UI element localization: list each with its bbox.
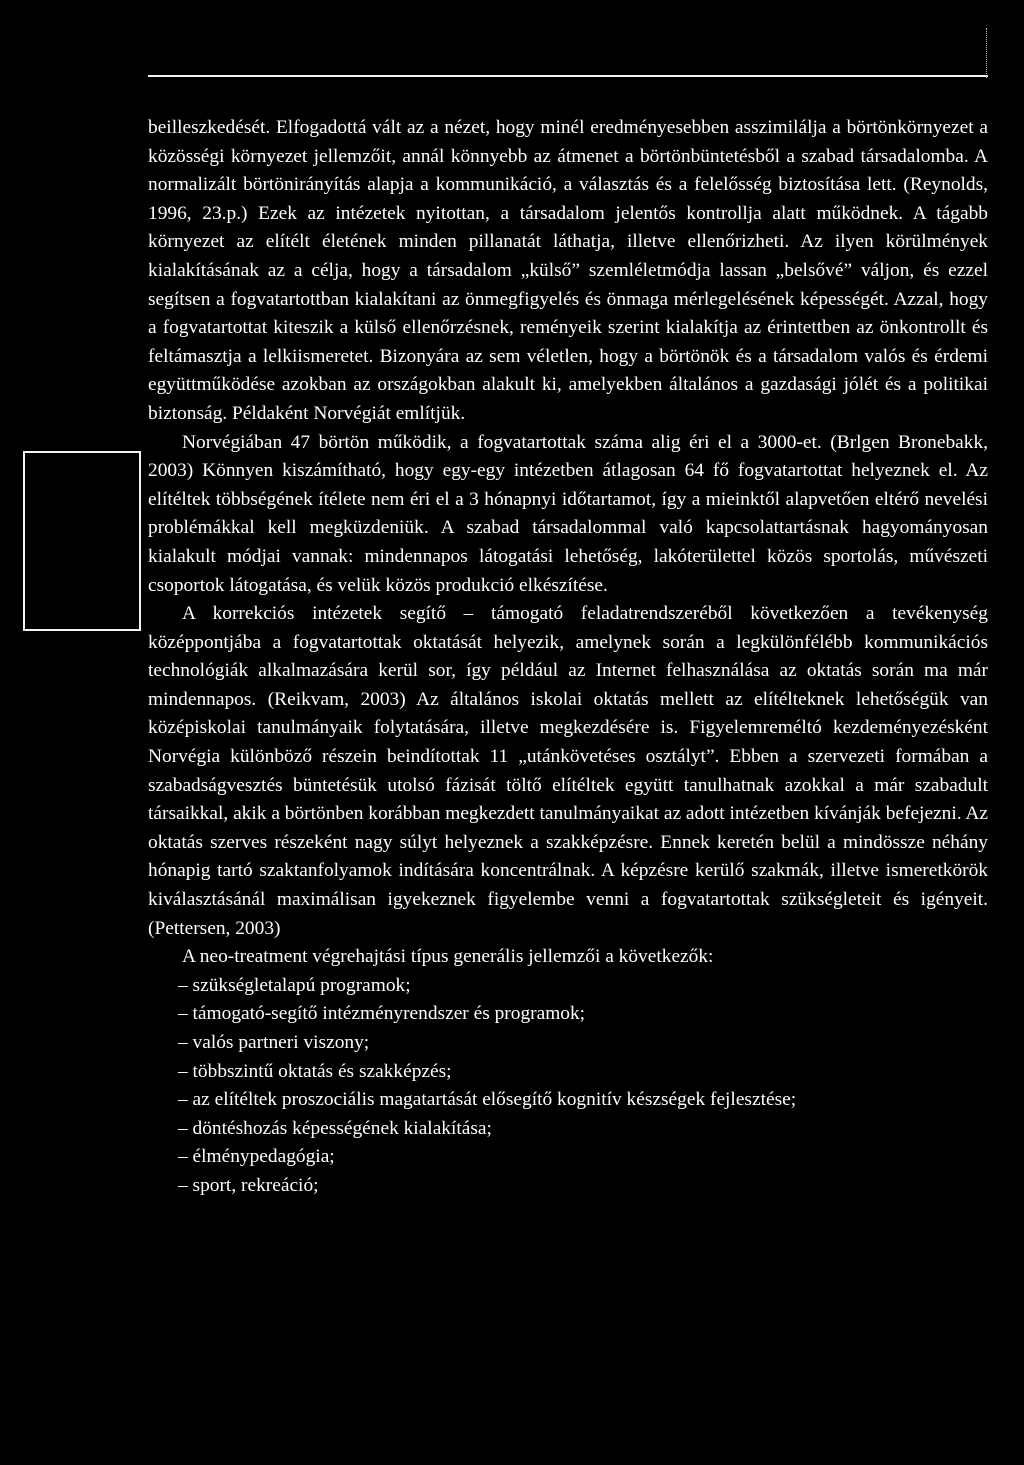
list-item: – valós partneri viszony;: [178, 1032, 370, 1053]
body-text: [148, 114, 988, 1201]
list-item: – döntéshozás képességének kialakítása;: [178, 1117, 492, 1139]
list-item: – szükségletalapú programok;: [178, 974, 411, 996]
paragraph-3: A korrekciós intézetek segítő – támogató feladatrendszeréből következően a tevékenység középpontjába a fogvatartottak oktatását helyezik, amelynek során a legkülönfélébb kommunikációs technológiák alkalmazására kerül sor, így például az Internet felhasználása az oktatás során ma már mindennapos. (Reikvam, 2003) Az általános iskolai oktatás mellett az elítélteknek lehetőségük van középiskolai tanulmányaik folytatására, illetve megkezdésére is. Figyelemreméltó kezdeményezésként Norvégia különböző részein beindítottak 11 „utánkövetéses osztályt”. Ebben a szervezeti formában a szabadságvesztés büntetésük utolsó fázisát töltő elítéltek együtt tanulhatnak azokkal a már szabadult társaikkal, akik a börtönben korábban megkezdett tanulmányaikat az adott intézetben kívánják befejezni. Az oktatás szerves részeként nagy súlyt helyeznek a szakképzésre. Ennek keretén belül a mindössze néhány hónapig tartó szaktanfolyamok indítására koncentrálnak. A képzésre kerülő szakmák, illetve ismeretkörök kiválasztásánál maximálisan igyekeznek figyelembe venni a fogvatartottak szükségleteit és igényeit. (Pettersen, 2003): [148, 603, 988, 939]
list-item: – élménypedagógia;: [178, 1146, 335, 1168]
feature-list: [148, 972, 988, 1201]
header-rule: [148, 75, 988, 77]
list-item: – támogató-segítő intézményrendszer és programok;: [178, 1003, 586, 1025]
list-item: – sport, rekreáció;: [178, 1174, 319, 1196]
list-item: – az elítéltek proszociális magatartását elősegítő kognitív készségek fejlesztése;: [178, 1089, 797, 1111]
list-intro: A neo-treatment végrehajtási típus generális jellemzői a következők:: [182, 946, 714, 968]
corner-mark: [986, 28, 988, 78]
list-item: – többszintű oktatás és szakképzés;: [178, 1060, 452, 1082]
margin-box: [23, 451, 141, 631]
paragraph-2: Norvégiában 47 börtön működik, a fogvatartottak száma alig éri el a 3000-et. (Brlgen Bronebakk, 2003) Könnyen kiszámítható, hogy egy-egy intézetben átlagosan 64 fő fogvatartottat helyeznek el. Az elítéltek többségének ítélete nem éri el a 3 hónapnyi időtartamot, így a mieinktől alapvetően eltérő nevelési problémákkal kell megküzdeniük. A szabad társadalommal való kapcsolattartásnak hagyományosan kialakult módjai vannak: mindennapos látogatási lehetőség, lakóterülettel közös sportolás, művészeti csoportok látogatása, és velük közös produkció elkészítése.: [148, 431, 988, 596]
paragraph-1: beilleszkedését. Elfogadottá vált az a nézet, hogy minél eredményesebben asszimilálja a börtönkörnyezet a közösségi környezet jellemzőit, annál könnyebb az átmenet a börtönbüntetésből a szabad társadalomba. A normalizált börtönirányítás alapja a kommunikáció, a választás és a felelősség biztosítása lett. (Reynolds, 1996, 23.p.) Ezek az intézetek nyitottan, a társadalom jelentős kontrollja alatt működnek. A tágabb környezet az elítélt életének minden pillanatát láthatja, illetve ellenőrizheti. Az ilyen körülmények kialakításának az a célja, hogy a társadalom „külső” szemléletmódja lassan „belsővé” váljon, és ezzel segítsen a fogvatartottban kialakítani az önmegfigyelés és önmaga mérlegelésének képességét. Azzal, hogy a fogvatartottat kiteszik a külső ellenőrzésnek, reményeik szerint kialakítja az érintettben az önkontrollt és feltámasztja a lelkiismeretet. Bizonyára az sem véletlen, hogy a börtönök és a társadalom valós és érdemi együttműködése azokban az országokban alakult ki, amelyekben általános a gazdasági jólét és a politikai biztonság. Példaként Norvégiát említjük.: [148, 117, 988, 424]
